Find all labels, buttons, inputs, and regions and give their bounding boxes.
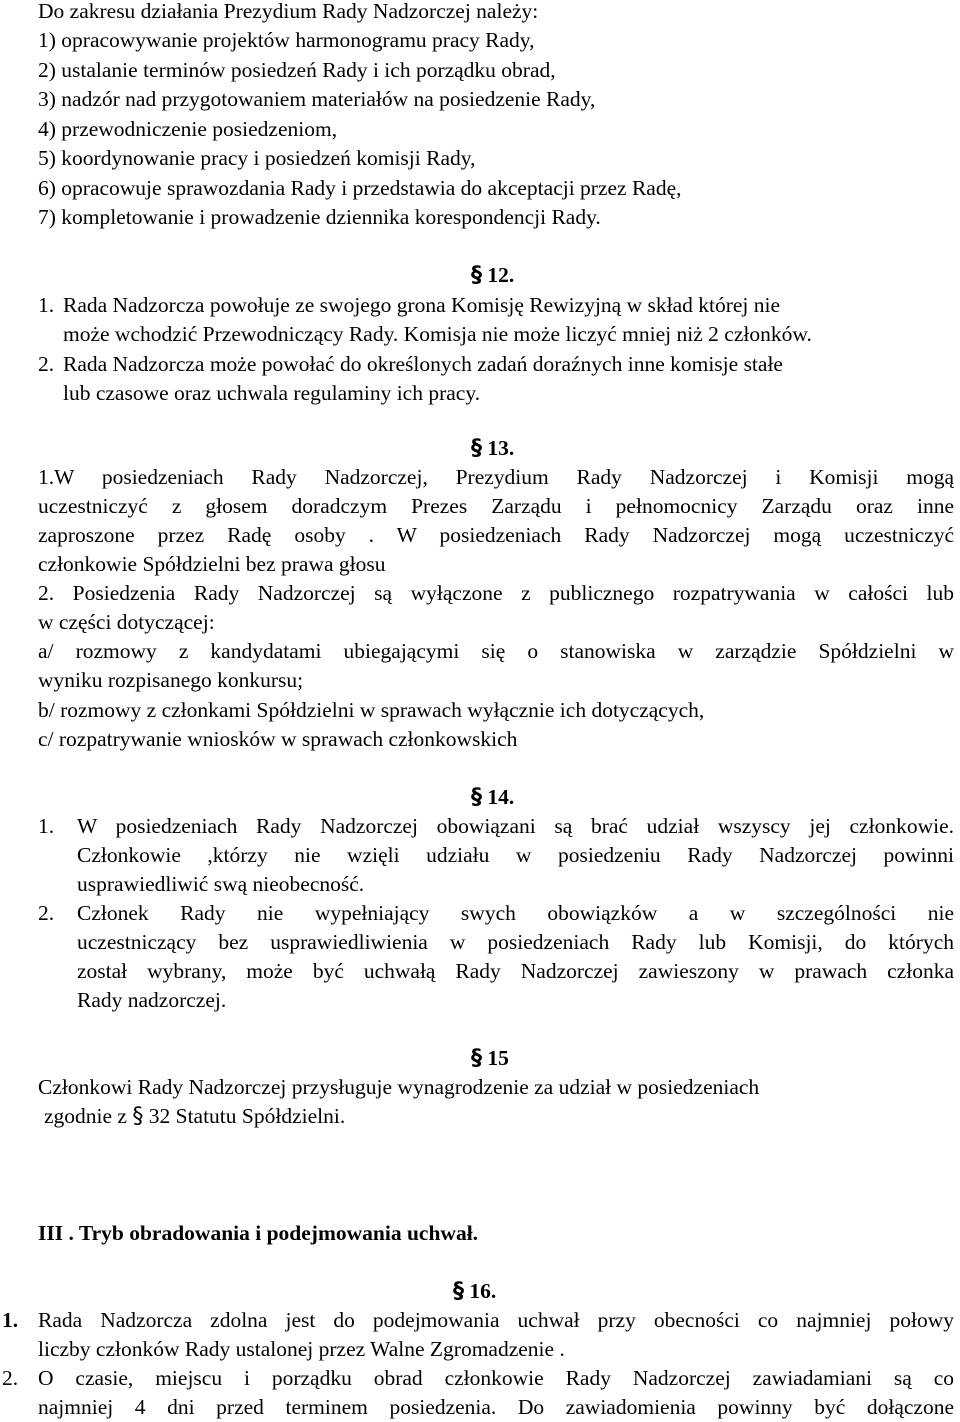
- s14-p2-line-3: został wybrany, może być uchwałą Rady Nadzorczej zawieszony w prawach członka: [77, 959, 954, 983]
- s14-p1-line-3: usprawiedliwić swą nieobecność.: [77, 872, 365, 896]
- section-15-heading: [471, 1044, 509, 1073]
- s16-p2-number: 2.: [2, 1366, 19, 1390]
- s13-line-1: 1.W posiedzeniach Rady Nadzorczej, Prezydium Rady Nadzorczej i Komisji mogą: [38, 465, 954, 489]
- section-number: 16.: [469, 1279, 497, 1303]
- s15-line-2-end: 32 Statutu Spółdzielni.: [148, 1104, 346, 1128]
- paragraph-sign: §: [132, 1104, 144, 1129]
- s12-p1-line-2: może wchodzić Przewodniczący Rady. Komisja nie może liczyć mniej niż 2 członków.: [63, 322, 812, 346]
- s12-p1-number: 1.: [38, 293, 55, 317]
- s15-line-1: Członkowi Rady Nadzorczej przysługuje wynagrodzenie za udział w posiedzeniach: [38, 1075, 760, 1099]
- intro-item-3: 3) nadzór nad przygotowaniem materiałów na posiedzenie Rady,: [38, 87, 596, 111]
- s15-line-2-start: zgodnie z: [44, 1104, 127, 1128]
- intro-item-4: 4) przewodniczenie posiedzeniom,: [38, 117, 338, 141]
- paragraph-sign: §: [471, 436, 482, 461]
- s15-line-2: [44, 1102, 345, 1131]
- s13-line-6: w części dotyczącej:: [38, 610, 215, 634]
- section-number: 12.: [487, 263, 515, 287]
- section-16-heading: [453, 1277, 496, 1306]
- s14-p1-line-1: W posiedzeniach Rady Nadzorczej obowiązani są brać udział wszyscy jej członkowie.: [77, 814, 954, 838]
- s14-p2-line-1: Członek Rady nie wypełniający swych obowiązków a w szczególności nie: [77, 901, 954, 925]
- intro-lead: Do zakresu działania Prezydium Rady Nadzorczej należy:: [38, 0, 539, 23]
- paragraph-sign: §: [471, 263, 482, 288]
- s13-line-8: wyniku rozpisanego konkursu;: [38, 668, 304, 692]
- section-12-heading: [471, 261, 514, 290]
- chapter-3-title: III . Tryb obradowania i podejmowania uchwał.: [38, 1221, 479, 1245]
- s12-p2-line-1: Rada Nadzorcza może powołać do określonych zadań doraźnych inne komisje stałe: [63, 352, 783, 376]
- s14-p1-number: 1.: [38, 814, 55, 838]
- s16-p2-line-2: najmniej 4 dni przed terminem posiedzenia. Do zawiadomienia powinny być dołączone: [38, 1395, 954, 1419]
- section-number: 13.: [487, 436, 515, 460]
- paragraph-sign: §: [471, 1046, 482, 1071]
- s14-p2-number: 2.: [38, 901, 55, 925]
- s14-p1-line-2: Członkowie ,którzy nie wzięli udziału w posiedzeniu Rady Nadzorczej powinni: [77, 843, 954, 867]
- s16-p1-number: 1.: [2, 1308, 19, 1332]
- intro-item-7: 7) kompletowanie i prowadzenie dziennika korespondencji Rady.: [38, 205, 601, 229]
- s12-p2-line-2: lub czasowe oraz uchwala regulaminy ich pracy.: [63, 381, 481, 405]
- s13-line-7: a/ rozmowy z kandydatami ubiegającymi się o stanowiska w zarządzie Spółdzielni w: [38, 639, 954, 663]
- intro-item-2: 2) ustalanie terminów posiedzeń Rady i ich porządku obrad,: [38, 58, 556, 82]
- paragraph-sign: §: [453, 1279, 464, 1304]
- s16-p1-line-2: liczby członków Rady ustalonej przez Walne Zgromadzenie .: [38, 1337, 565, 1361]
- paragraph-sign: §: [471, 785, 482, 810]
- s13-line-9: b/ rozmowy z członkami Spółdzielni w sprawach wyłącznie ich dotyczących,: [38, 698, 705, 722]
- s13-line-2: uczestniczyć z głosem doradczym Prezes Zarządu i pełnomocnicy Zarządu oraz inne: [38, 494, 954, 518]
- section-number: 14.: [487, 785, 515, 809]
- section-13-heading: [471, 434, 514, 463]
- s16-p1-line-1: Rada Nadzorcza zdolna jest do podejmowania uchwał przy obecności co najmniej połowy: [38, 1308, 954, 1332]
- section-14-heading: [471, 783, 514, 812]
- s13-line-10: c/ rozpatrywanie wniosków w sprawach członkowskich: [38, 727, 518, 751]
- intro-item-6: 6) opracowuje sprawozdania Rady i przedstawia do akceptacji przez Radę,: [38, 176, 682, 200]
- s12-p2-number: 2.: [38, 352, 55, 376]
- intro-item-5: 5) koordynowanie pracy i posiedzeń komisji Rady,: [38, 146, 476, 170]
- s13-line-3: zaproszone przez Radę osoby . W posiedzeniach Rady Nadzorczej mogą uczestniczyć: [38, 523, 954, 547]
- intro-item-1: 1) opracowywanie projektów harmonogramu pracy Rady,: [38, 28, 535, 52]
- s12-p1-line-1: Rada Nadzorcza powołuje ze swojego grona Komisję Rewizyjną w skład której nie: [63, 293, 781, 317]
- s14-p2-line-2: uczestniczący bez usprawiedliwienia w posiedzeniach Rady lub Komisji, do których: [77, 930, 954, 954]
- s14-p2-line-4: Rady nadzorczej.: [77, 988, 227, 1012]
- s13-line-4: członkowie Spółdzielni bez prawa głosu: [38, 552, 386, 576]
- section-number: 15: [487, 1046, 509, 1070]
- s16-p2-line-1: O czasie, miejscu i porządku obrad członkowie Rady Nadzorczej zawiadamiani są co: [38, 1366, 954, 1390]
- s13-line-5: 2. Posiedzenia Rady Nadzorczej są wyłączone z publicznego rozpatrywania w całości lub: [38, 581, 954, 605]
